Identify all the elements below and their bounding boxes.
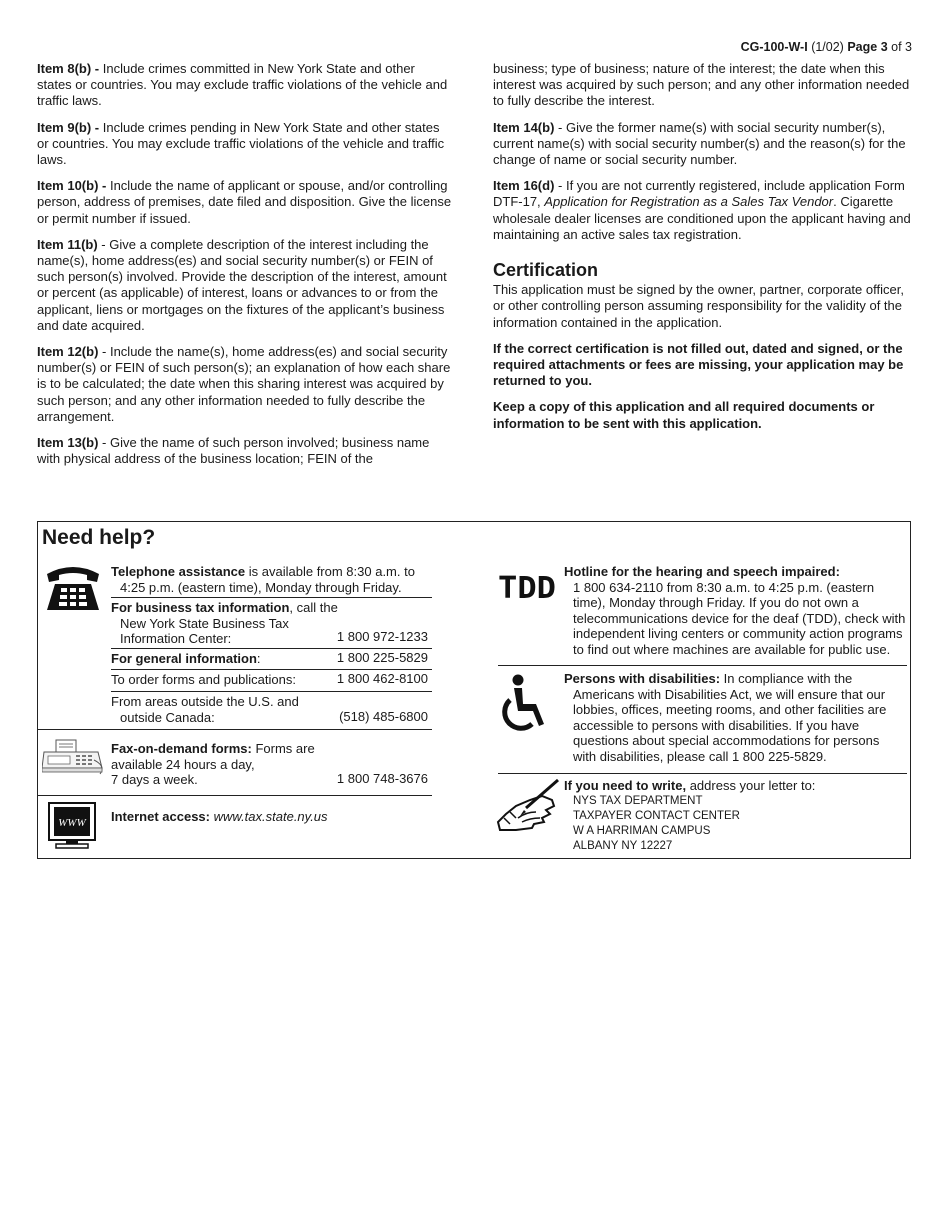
left-column	[37, 61, 453, 477]
item-8b: Item 8(b) - Include crimes committed in New York State and other states or countries. You may exclude traffic violations of the vehicle and traffic laws.	[37, 61, 448, 109]
write-to-us: If you need to write, address your letter to: NYS TAX DEPARTMENT TAXPAYER CONTACT CENTER W A HARRIMAN CAMPUS ALBANY NY 12227	[564, 778, 906, 854]
need-help-box	[37, 521, 911, 859]
divider	[111, 691, 432, 692]
item-13b: Item 13(b) - Give the name of such person involved; business name with physical address of the business location; FEIN of the	[37, 435, 430, 467]
certification-keep-copy: Keep a copy of this application and all required documents or information to be sent with this application.	[493, 399, 875, 431]
page-of-total: of 3	[891, 40, 912, 54]
certification-heading: Certification	[493, 260, 599, 281]
fax-machine-icon	[42, 738, 106, 776]
telephone-assistance: Telephone assistance is available from 8:30 a.m. to 4:25 p.m. (eastern time), Monday through Friday.	[111, 564, 415, 595]
certification-warning: If the correct certification is not filled out, dated and signed, or the required attachments or fees are missing, your application may be returned to you.	[493, 340, 904, 389]
website-link[interactable]: www.tax.state.ny.us	[213, 809, 328, 824]
mailing-address-line: W A HARRIMAN CAMPUS	[573, 824, 711, 837]
order-forms-phone[interactable]: 1 800 462-8100	[336, 670, 428, 686]
outside-us-row: From areas outside the U.S. and outside Canada: (518) 485-6800	[111, 694, 428, 725]
mailing-address-line: TAXPAYER CONTACT CENTER	[573, 809, 740, 822]
computer-monitor-icon	[48, 802, 96, 850]
item-13b-continued: business; type of business; nature of the interest; the date when this interest was acquired by such person; and any other information needed to fully describe the interest.	[493, 61, 910, 109]
page-header	[741, 40, 912, 54]
writing-hand-icon	[496, 778, 562, 834]
fax-on-demand-phone[interactable]: 1 800 748-3676	[336, 770, 428, 786]
item-10b: Item 10(b) - Include the name of applicant or spouse, and/or controlling person, address of premises, date filed and disposition. Give the license or permit number if issued.	[37, 178, 452, 226]
item-12b: Item 12(b) - Include the name(s), home address(es) and social security number(s) or FEIN of such person(s); an explanation of how each share is to be calculated; the date when this sharing interest was acquired by such person; and any other information needed to fully describe the arrangement.	[37, 344, 451, 424]
right-column	[493, 61, 915, 442]
business-tax-phone[interactable]: 1 800 972-1233	[336, 628, 428, 644]
page-word: Page	[847, 40, 878, 54]
need-help-title: Need help?	[42, 526, 156, 549]
mailing-address-line: ALBANY NY 12227	[573, 839, 673, 852]
item-14b: Item 14(b) - Give the former name(s) with social security number(s), current name(s) with social security number(s) and the reason(s) for the change of name or social security number.	[493, 119, 906, 168]
business-tax-info-row: For business tax information, call the New York State Business Tax Information Center: 1 800 972-1233	[111, 600, 428, 646]
hearing-impaired-hotline: Hotline for the hearing and speech impaired: 1 800 634-2110 from 8:30 a.m. to 4:25 p.m. (eastern time), Monday through Friday. If you do not own a telecommunications device for the deaf (TDD), check with independent living centers or community action programs to find out where machines are available for public use.	[564, 564, 906, 657]
form-id: CG-100-W-I	[740, 40, 808, 54]
tdd-icon	[496, 564, 558, 604]
mailing-address-line: NYS TAX DEPARTMENT	[573, 794, 703, 807]
www-icon-label: WWW	[58, 817, 86, 829]
outside-us-phone[interactable]: (518) 485-6800	[339, 708, 428, 724]
general-info-phone[interactable]: 1 800 225-5829	[336, 649, 428, 665]
item-16d: Item 16(d) - If you are not currently registered, include application Form DTF-17, Application for Registration as a Sales Tax Vendor. Cigarette wholesale dealer licenses are conditioned upon the applicant having and maintaining an active sales tax registration.	[493, 178, 911, 242]
divider	[498, 773, 907, 774]
divider	[111, 597, 432, 598]
divider	[38, 729, 432, 730]
wheelchair-accessibility-icon	[498, 674, 550, 736]
general-info-row: For general information: 1 800 225-5829	[111, 649, 428, 666]
telephone-icon	[43, 564, 103, 612]
tdd-icon-label: TDD	[498, 571, 556, 604]
divider	[38, 795, 432, 796]
form-revision: (1/02)	[811, 40, 844, 54]
page-number: 3	[880, 40, 888, 54]
item-11b: Item 11(b) - Give a complete description of the interest including the name(s), home address(es) and social security number(s) or FEIN of such person(s) involved. Provide the description of the interest, amount or percent (as applicable) of interest, loans or advances to or from the applicant, liens or mortgages on the fixtures of the applicant’s business and date acquired.	[37, 236, 447, 333]
certification-text: This application must be signed by the owner, partner, corporate officer, or other controlling person assuming responsibility for the validity of the information contained in the application.	[493, 282, 904, 330]
fax-on-demand-row: Fax-on-demand forms: Forms are available 24 hours a day, 7 days a week. 1 800 748-3676	[111, 741, 428, 787]
divider	[498, 665, 907, 666]
order-forms-row: To order forms and publications: 1 800 462-8100	[111, 670, 428, 687]
persons-with-disabilities: Persons with disabilities: In compliance with the Americans with Disabilities Act, we will ensure that our lobbies, offices, meeting rooms, and other facilities are accessible to persons with disabilities. If you have questions about special accommodations for persons with disabilities, please call 1 800 225-5829.	[564, 671, 887, 764]
internet-access: Internet access: www.tax.state.ny.us	[111, 809, 328, 824]
item-9b: Item 9(b) - Include crimes pending in New York State and other states or countries. You may exclude traffic violations of the vehicle and traffic laws.	[37, 119, 445, 168]
